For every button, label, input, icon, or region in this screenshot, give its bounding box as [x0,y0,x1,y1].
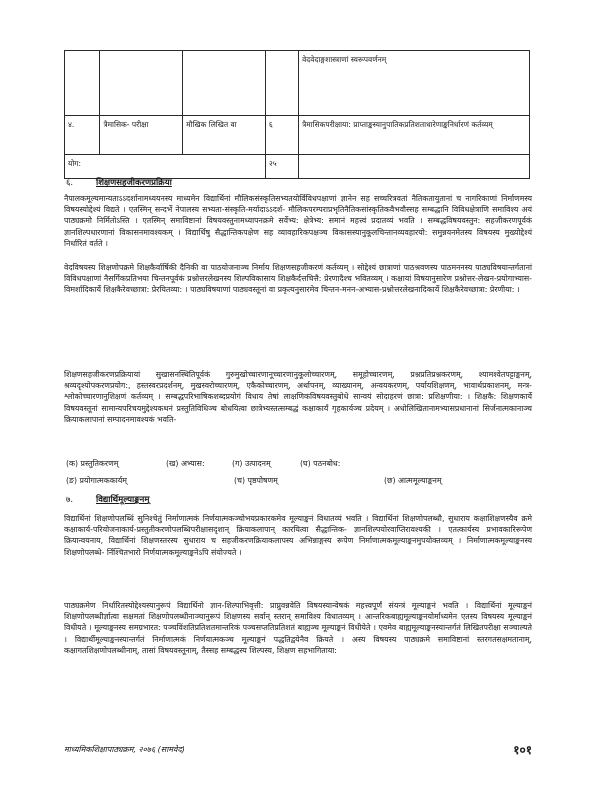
paragraph: वेदविषयस्य शिक्षणोपक्रमे शिक्षकैर्वार्षिकी दैनिकी वा पाठयोजनाञ्च निर्माय शिक्षणसहजीकरणं कर्तव्यम् । सोद्देश्यं छात्राणां पाठश्रवणस्य पाठमननस्य पाठ्यविषयान्तर्गतानां विविधपक्षाणां नैसर्गिकप्रतिभया चिन्तनपूर्वकं प्रश्नोत्तरलेखनस्य शिल्पविकासाय शिक्षकैर्दत्तचित्तै: प्रेरणादैश्च भवितव्यम् । कक्षायां विषयानुसारेण प्रश्नोत्तर-लेखन-प्रयोगाभ्यास-विमर्शादिकार्ये शिक्षकैरेवच्छात्रा: प्रेरयितव्या: । पाठ्यविषयाणां पाठ्यवस्तूनां वा प्रकृत्यनुसारमेव चिन्तन-मनन-अभ्यास-प्रश्नोत्तरलेखनादिकार्ये शिक्षकैरेवच्छात्रा: प्रेरणीया: । [64,263,532,295]
cell-marks: ६ [265,116,298,155]
cell-description: वेदवेदाङ्गशास्त्राणां स्वरूपवर्णनम् [299,51,530,116]
cell-marks [265,51,298,116]
cell-exam-type: त्रैमासिक- परीक्षा [100,116,183,155]
activity-item: (ख) अभ्यास: [166,459,205,468]
total-label: योग: [65,155,266,179]
cell-exam-mode [183,51,266,116]
table-row [65,116,530,155]
cell-serial: ४. [65,116,100,155]
activity-item: (घ) पठनबोध: [300,459,341,468]
cell-exam-type [100,51,183,116]
page-number: १०१ [513,743,532,757]
section-title: शिक्षणसहजीकरणप्रक्रिया [96,178,172,188]
paragraph: विद्यार्थिनां शिक्षणोपलब्धिं सुनिश्चेतुं निर्माणात्मकं निर्णयात्मकञ्चोभयप्रकारकमेव मूल्याङ्कनं विधातव्यं भवति । विद्यार्थिनां शिक्षणोपलब्धौ, सुधाराय कक्षाशिक्षणस्यैव क्रमे कक्षाकार्य-परियोजनाकार्य-प्रस्तुतीकरणोपलब्धिपरीक्षासदृशान् क्रियाकलापान् कारयित्वा सैद्धान्तिक- ज्ञानशिल्पयोरवाप्तिरावश्यकी । एतत्कार्यस्य प्रभावकारिरूपेण क्रियान्वयनाय, विद्यार्थिनां शिक्षणस्तरस्य सुधाराय च सहजीकरणक्रियाकलापस्य अभिन्नाङ्गस्य रूपेण निर्माणात्मकमूल्याङ्कनमुपयोक्तव्यम् । निर्माणात्मकमूल्याङ्कनस्य शिक्षणोपलब्धे- र्निश्चितभारो निर्णयात्मकमूल्याङ्कनेऽपि संयोज्यते । [64,514,532,557]
paragraph: नैपालकमूल्यमान्यताऽऽदर्शानामध्ययनस्य माध्यमेन विद्यार्थिनां मौलिकसंस्कृतिसभ्यतयोर्विविधपक्षाणां ज्ञानेन सह सच्चरित्रवतां नैतिकतायुतानां च नागरिकाणां निर्माणमस्य विषयस्योद्देश्यं विद्यते । एतस्मिन् सन्दर्भे नेपालस्य सभ्यता-संस्कृति-मर्यादाऽऽदर्श- मौलिकपरम्पराप्रभृतिनैतिकसांस्कृतिकवैभवौस्सह सम्बद्धानि विविधक्षेत्राणि समाविश्य अयं पाठ्यक्रमो निर्मितोऽस्ति । एतस्मिन् समाविष्टानां विषयवस्तुनामध्यापनक्रमे सर्वेभ्य: क्षेत्रेभ्य: समानं महत्त्वं प्रदातव्यं भवति । सम्बद्धविषयवस्तुन: सहजीकरणपूर्वकं ज्ञानशिल्पधारणानां विकासनमावश्यकम् । विद्यार्थिषु सैद्धान्तिकपक्षेण सह व्यावहारिकपक्षञ्च विकासस्यानुकूलचिन्तानव्यवहारयो: समुन्नयनमेतस्य विषयस्य मुख्योद्देश्यं निर्धारितं वर्तते । [64,194,532,248]
table-total-row [65,155,530,179]
curriculum-title: माध्यमिकशिक्षापाठ्यक्रम, २०७६ (सामवेद) [64,745,185,754]
paragraph: पाठ्यक्रमेण निर्धारितस्योद्देश्यस्यानुरूपं विद्यार्थिनो ज्ञान-शिल्पाभिवृत्ती: प्राप्नुवन्नवेति विषयस्यान्वेषकं महत्त्वपूर्णं संयन्त्रं मूल्याङ्कनं भवति । विद्यार्थिनां मूल्याङ्कनं शिक्षणोपलब्धीर्ज्ञात्वा सक्षमतां शिक्षणोपलब्धीनाञ्चानुरूपं शिक्षणस्य सर्वान् स्तरान् समाविश्य विधातव्यम् । आन्तरिकबाह्यमूल्याङ्कनयोर्माध्यमेन एतस्य विषयस्य मूल्याङ्कनं विधीयते । मूल्याङ्कनस्य समग्रभारत: पञ्चविंशतिप्रतिशतमान्तरिकं पञ्चसप्ततिप्रतिशतं बाह्यञ्च मूल्याङ्कनं विधीयेते । एवमेव बाह्यमूल्याङ्कनस्यान्तर्गतं लिखितपरीक्षा सञ्चाल्यते । विद्यार्थीमूल्याङ्कनस्यान्तर्गतं निर्माणात्मकं निर्णयात्मकञ्च मूल्याङ्कनं पद्धतिद्वयेनैव क्रियते । अस्य विषयस्य पाठ्यक्रमे समाविष्टानां स्तरगतसक्षमतानाम्, कक्षागतशिक्षणोपलब्धीनाम्, तासां विषयवस्तूनाम्, तैस्सह सम्बद्धस्य शिल्पस्य, शिक्षण सहभागिताया: [64,601,532,655]
section-heading-6 [66,177,172,188]
paragraph: शिक्षणसहजीकरणप्रक्रियायां सुखासनस्थितिपूर्वकं गुरुमुखोच्चारणानूच्चारणानुकूलोच्चारणम्, समूहोच्चारणम्, प्रश्नप्रतिप्रश्नकरणम्, श्यामश्वेतपट्टाङ्कनम्, श्रव्यदृश्योपकरणप्रयोग:, हस्तस्वरप्रदर्शनम्, मुखस्वरोच्चारणम्, एकैकोच्चारणम्, अर्थापनम्, व्याख्यानम्, अन्वयकरणम्, पर्यायशिक्षणम्, भावार्थप्रकाशनम्, मन्त्र-श्लोकोच्चारणानुशिक्षणं कर्तव्यम् । सम्बद्धपरिभाषिकशब्दप्रयोगं विधाय तेषां लाक्षणिकविषयवस्तुबोधे सान्वयं सोदाहरणं छात्रा: प्रशिक्षणीया: । शिक्षकै: शिक्षणकार्ये विषयवस्तूनां सामान्यपरिचयमुद्देश्यकथनं प्रस्तुतिविधिञ्च बोधयित्वा छात्रेभ्यस्तत्सम्बद्धं कक्षाकार्यं गृहकार्यञ्च प्रदेयम् । अधोलिखितानामभ्यासप्रधानानां सिर्जनात्मकानाञ्च क्रियाकलापानां सम्पादनमावश्यकं भवति- [64,370,532,424]
activity-item: (ङ) प्रयोगात्मककार्यम् [66,476,127,485]
activity-item: (च) पृष्ठपोषणम् [234,476,278,485]
total-marks: २५ [265,155,298,179]
activity-item: (क) प्रस्तुतिकरणम् [66,459,119,468]
section-title: विद्यार्थिमूल्याङ्कनम् [96,495,150,505]
section-heading-7 [66,494,149,505]
table-row [65,51,530,116]
activity-item: (ग) उत्पादनम् [232,459,271,468]
cell-description: त्रैमासिकपरीक्षाया: प्राप्ताङ्कस्यानुपातिकप्रतिशताधारेणाङ्कनिर्धारणं कर्तव्यम् [299,116,530,155]
activity-item: (छ) आत्ममूल्याङ्कनम् [384,476,442,485]
page-footer [64,744,536,755]
cell-exam-mode: मौखिक लिखित वा [183,116,266,155]
section-number: ६. [66,178,74,188]
evaluation-table [64,50,530,179]
total-description [299,155,530,179]
cell-serial [65,51,100,116]
section-number: ७. [66,495,74,505]
